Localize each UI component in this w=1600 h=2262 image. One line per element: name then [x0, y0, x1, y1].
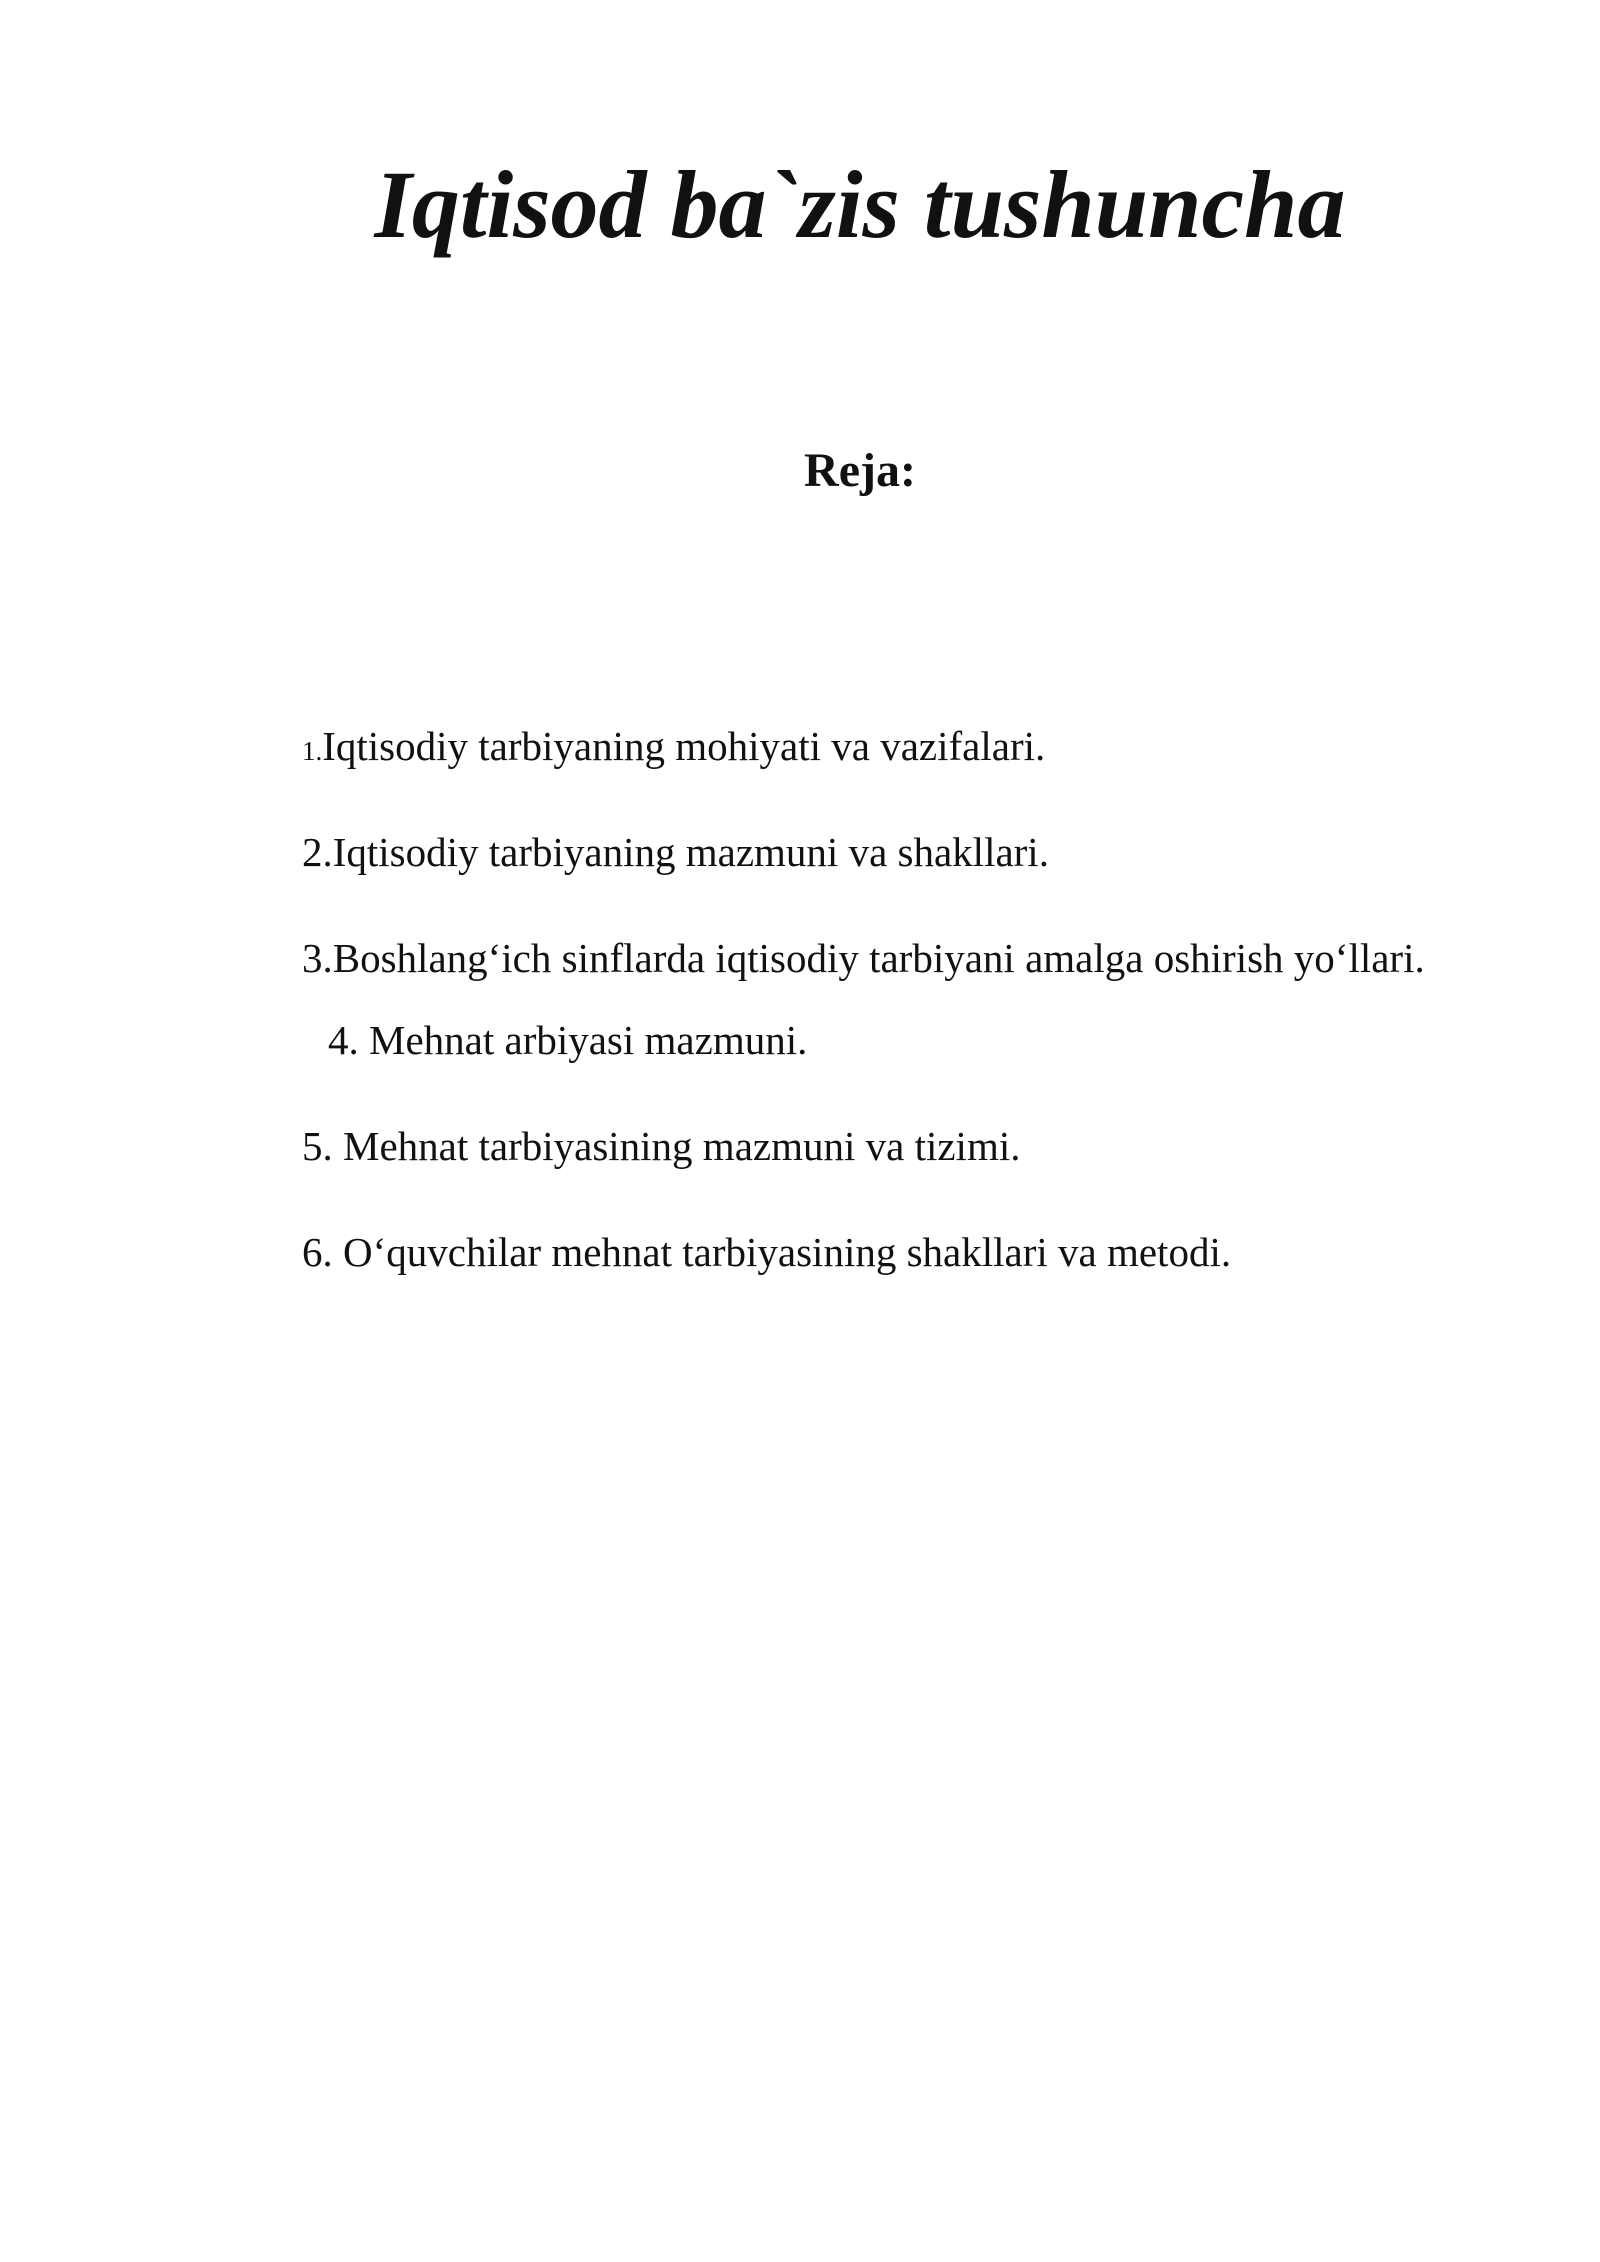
plan-item-number: 6. — [302, 1229, 343, 1275]
plan-heading: Reja: — [804, 444, 916, 497]
document-title: Iqtisod ba`zis tushuncha — [374, 151, 1346, 258]
plan-item-number: 4. — [328, 1017, 369, 1063]
plan-item-text: Mehnat tarbiyasining mazmuni va tizimi. — [343, 1123, 1021, 1169]
plan-item-6 — [302, 1228, 1231, 1277]
plan-item-number: 2. — [302, 829, 333, 875]
plan-item-number: 1. — [302, 736, 323, 766]
plan-item-text: Iqtisodiy tarbiyaning mazmuni va shakllari. — [332, 829, 1049, 875]
plan-item-2 — [302, 828, 1049, 877]
plan-item-3 — [302, 934, 1425, 983]
plan-item-text: Iqtisodiy tarbiyaning mohiyati va vazifalari. — [322, 723, 1046, 769]
plan-item-number: 5. — [302, 1123, 343, 1169]
plan-item-4 — [328, 1016, 807, 1065]
plan-item-5 — [302, 1122, 1020, 1171]
plan-item-1 — [302, 722, 1045, 771]
plan-item-text: Mehnat arbiyasi mazmuni. — [369, 1017, 808, 1063]
plan-item-number: 3. — [302, 935, 333, 981]
plan-item-text: O‘quvchilar mehnat tarbiyasining shakllari va metodi. — [343, 1229, 1232, 1275]
plan-item-text: Boshlang‘ich sinflarda iqtisodiy tarbiyani amalga oshirish yo‘llari. — [332, 935, 1425, 981]
